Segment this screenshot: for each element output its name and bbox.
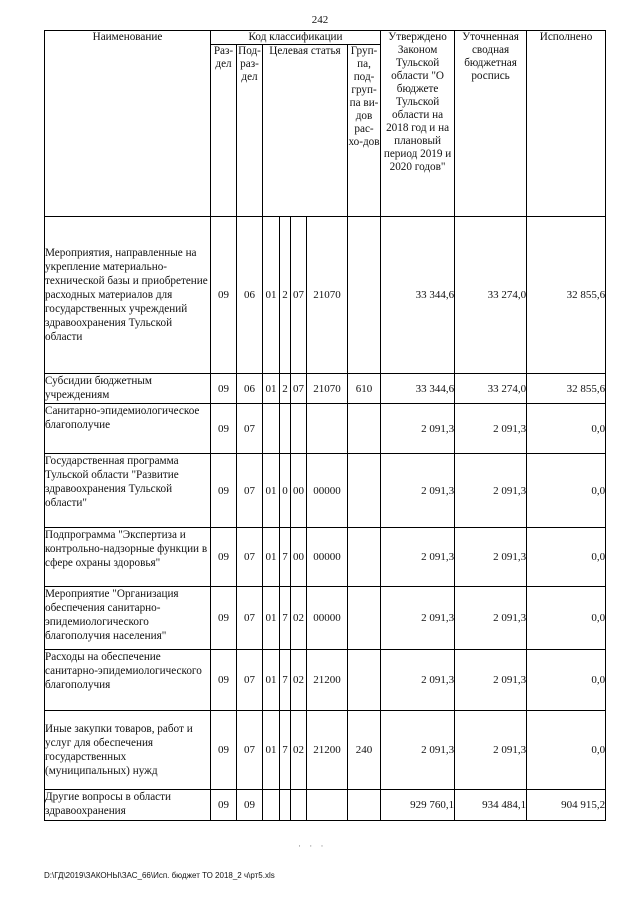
row-target-direction: 21200	[307, 711, 348, 790]
row-target-subprogram: 7	[280, 528, 291, 587]
row-target-program	[263, 790, 280, 821]
row-executed: 0,0	[527, 711, 606, 790]
row-refined: 33 274,0	[455, 374, 527, 404]
row-approved: 2 091,3	[381, 711, 455, 790]
row-executed: 0,0	[527, 404, 606, 454]
row-subsection: 07	[237, 404, 263, 454]
row-target-subprogram: 2	[280, 374, 291, 404]
header-name: Наименование	[45, 31, 211, 217]
row-target-event: 00	[291, 454, 307, 528]
row-approved: 2 091,3	[381, 587, 455, 650]
row-target-subprogram: 2	[280, 217, 291, 374]
row-section: 09	[211, 454, 237, 528]
row-approved: 2 091,3	[381, 650, 455, 711]
row-refined: 2 091,3	[455, 711, 527, 790]
row-subsection: 07	[237, 528, 263, 587]
row-name: Субсидии бюджетным учреждениям	[45, 374, 211, 404]
row-subsection: 06	[237, 217, 263, 374]
row-approved: 33 344,6	[381, 217, 455, 374]
row-target-program: 01	[263, 650, 280, 711]
header-executed: Исполнено	[527, 31, 606, 217]
row-expense-group	[348, 217, 381, 374]
row-approved: 2 091,3	[381, 404, 455, 454]
row-expense-group	[348, 650, 381, 711]
row-target-direction: 21070	[307, 374, 348, 404]
row-subsection: 06	[237, 374, 263, 404]
row-expense-group: 240	[348, 711, 381, 790]
row-refined: 934 484,1	[455, 790, 527, 821]
table-row	[45, 650, 606, 711]
row-target-program	[263, 404, 280, 454]
row-target-subprogram: 7	[280, 587, 291, 650]
scan-marks: · · ·	[298, 841, 327, 851]
row-name: Иные закупки товаров, работ и услуг для обеспечения государственных (муниципальных) нужд	[45, 711, 211, 790]
row-subsection: 07	[237, 650, 263, 711]
row-approved: 2 091,3	[381, 454, 455, 528]
row-target-direction	[307, 404, 348, 454]
row-executed: 0,0	[527, 528, 606, 587]
row-refined: 2 091,3	[455, 650, 527, 711]
row-target-event: 07	[291, 374, 307, 404]
row-refined: 2 091,3	[455, 587, 527, 650]
row-target-subprogram: 7	[280, 711, 291, 790]
row-target-event: 02	[291, 650, 307, 711]
row-target-event: 07	[291, 217, 307, 374]
table-row	[45, 587, 606, 650]
table-row	[45, 374, 606, 404]
table-row	[45, 711, 606, 790]
row-expense-group	[348, 528, 381, 587]
row-name: Другие вопросы в области здравоохранения	[45, 790, 211, 821]
row-target-program: 01	[263, 217, 280, 374]
row-target-program: 01	[263, 454, 280, 528]
row-target-event	[291, 790, 307, 821]
row-approved: 2 091,3	[381, 528, 455, 587]
row-target-event: 02	[291, 587, 307, 650]
row-target-program: 01	[263, 587, 280, 650]
row-section: 09	[211, 587, 237, 650]
row-target-direction: 21200	[307, 650, 348, 711]
row-subsection: 07	[237, 587, 263, 650]
row-expense-group	[348, 790, 381, 821]
row-subsection: 09	[237, 790, 263, 821]
row-refined: 2 091,3	[455, 454, 527, 528]
row-approved: 33 344,6	[381, 374, 455, 404]
row-section: 09	[211, 790, 237, 821]
row-section: 09	[211, 217, 237, 374]
table-row	[45, 528, 606, 587]
table-row	[45, 454, 606, 528]
row-name: Мероприятия, направленные на укрепление материально-технической базы и приобретение расходных материалов для государственных учреждений здравоохранения Тульской области	[45, 217, 211, 374]
row-section: 09	[211, 528, 237, 587]
row-expense-group	[348, 454, 381, 528]
page-number: 242	[311, 14, 329, 26]
header-approved: Утверждено Законом Тульской области "О бюджете Тульской области на 2018 год и на плановый период 2019 и 2020 годов"	[381, 31, 455, 217]
table-row	[45, 790, 606, 821]
header-target-article: Целевая статья	[263, 45, 348, 217]
row-executed: 32 855,6	[527, 374, 606, 404]
row-name: Санитарно-эпидемиологическое благополучие	[45, 404, 211, 454]
row-target-subprogram: 0	[280, 454, 291, 528]
header-expense-group: Груп-па, под-груп-па ви-дов рас-хо-дов	[348, 45, 381, 217]
row-section: 09	[211, 650, 237, 711]
row-target-direction	[307, 790, 348, 821]
row-name: Государственная программа Тульской области "Развитие здравоохранения Тульской области"	[45, 454, 211, 528]
row-section: 09	[211, 711, 237, 790]
header-classification-code: Код классификации	[211, 31, 381, 45]
row-executed: 32 855,6	[527, 217, 606, 374]
header-refined: Уточненная сводная бюджетная роспись	[455, 31, 527, 217]
row-executed: 0,0	[527, 587, 606, 650]
row-executed: 0,0	[527, 454, 606, 528]
row-target-program: 01	[263, 374, 280, 404]
row-section: 09	[211, 374, 237, 404]
file-path-footer: D:\ГД\2019\ЗАКОНЫ\ЗАС_66\Исп. бюджет ТО 2018_2 ч\рт5.xls	[44, 871, 275, 880]
header-section: Раз-дел	[211, 45, 237, 217]
row-executed: 0,0	[527, 650, 606, 711]
row-target-program: 01	[263, 711, 280, 790]
row-expense-group: 610	[348, 374, 381, 404]
row-target-program: 01	[263, 528, 280, 587]
table-row	[45, 404, 606, 454]
row-target-direction: 21070	[307, 217, 348, 374]
row-target-direction: 00000	[307, 587, 348, 650]
row-expense-group	[348, 404, 381, 454]
row-section: 09	[211, 404, 237, 454]
row-expense-group	[348, 587, 381, 650]
row-executed: 904 915,2	[527, 790, 606, 821]
row-name: Мероприятие "Организация обеспечения санитарно-эпидемиологического благополучия населения"	[45, 587, 211, 650]
row-target-event: 02	[291, 711, 307, 790]
row-approved: 929 760,1	[381, 790, 455, 821]
row-name: Расходы на обеспечение санитарно-эпидемиологического благополучия	[45, 650, 211, 711]
row-refined: 2 091,3	[455, 528, 527, 587]
row-target-event: 00	[291, 528, 307, 587]
table-row	[45, 217, 606, 374]
row-target-subprogram	[280, 790, 291, 821]
row-target-event	[291, 404, 307, 454]
row-name: Подпрограмма "Экспертиза и контрольно-надзорные функции в сфере охраны здоровья"	[45, 528, 211, 587]
row-target-direction: 00000	[307, 528, 348, 587]
row-target-subprogram: 7	[280, 650, 291, 711]
row-target-subprogram	[280, 404, 291, 454]
row-refined: 2 091,3	[455, 404, 527, 454]
budget-table	[44, 30, 606, 821]
row-target-direction: 00000	[307, 454, 348, 528]
row-subsection: 07	[237, 711, 263, 790]
row-refined: 33 274,0	[455, 217, 527, 374]
row-subsection: 07	[237, 454, 263, 528]
header-subsection: Под-раз-дел	[237, 45, 263, 217]
